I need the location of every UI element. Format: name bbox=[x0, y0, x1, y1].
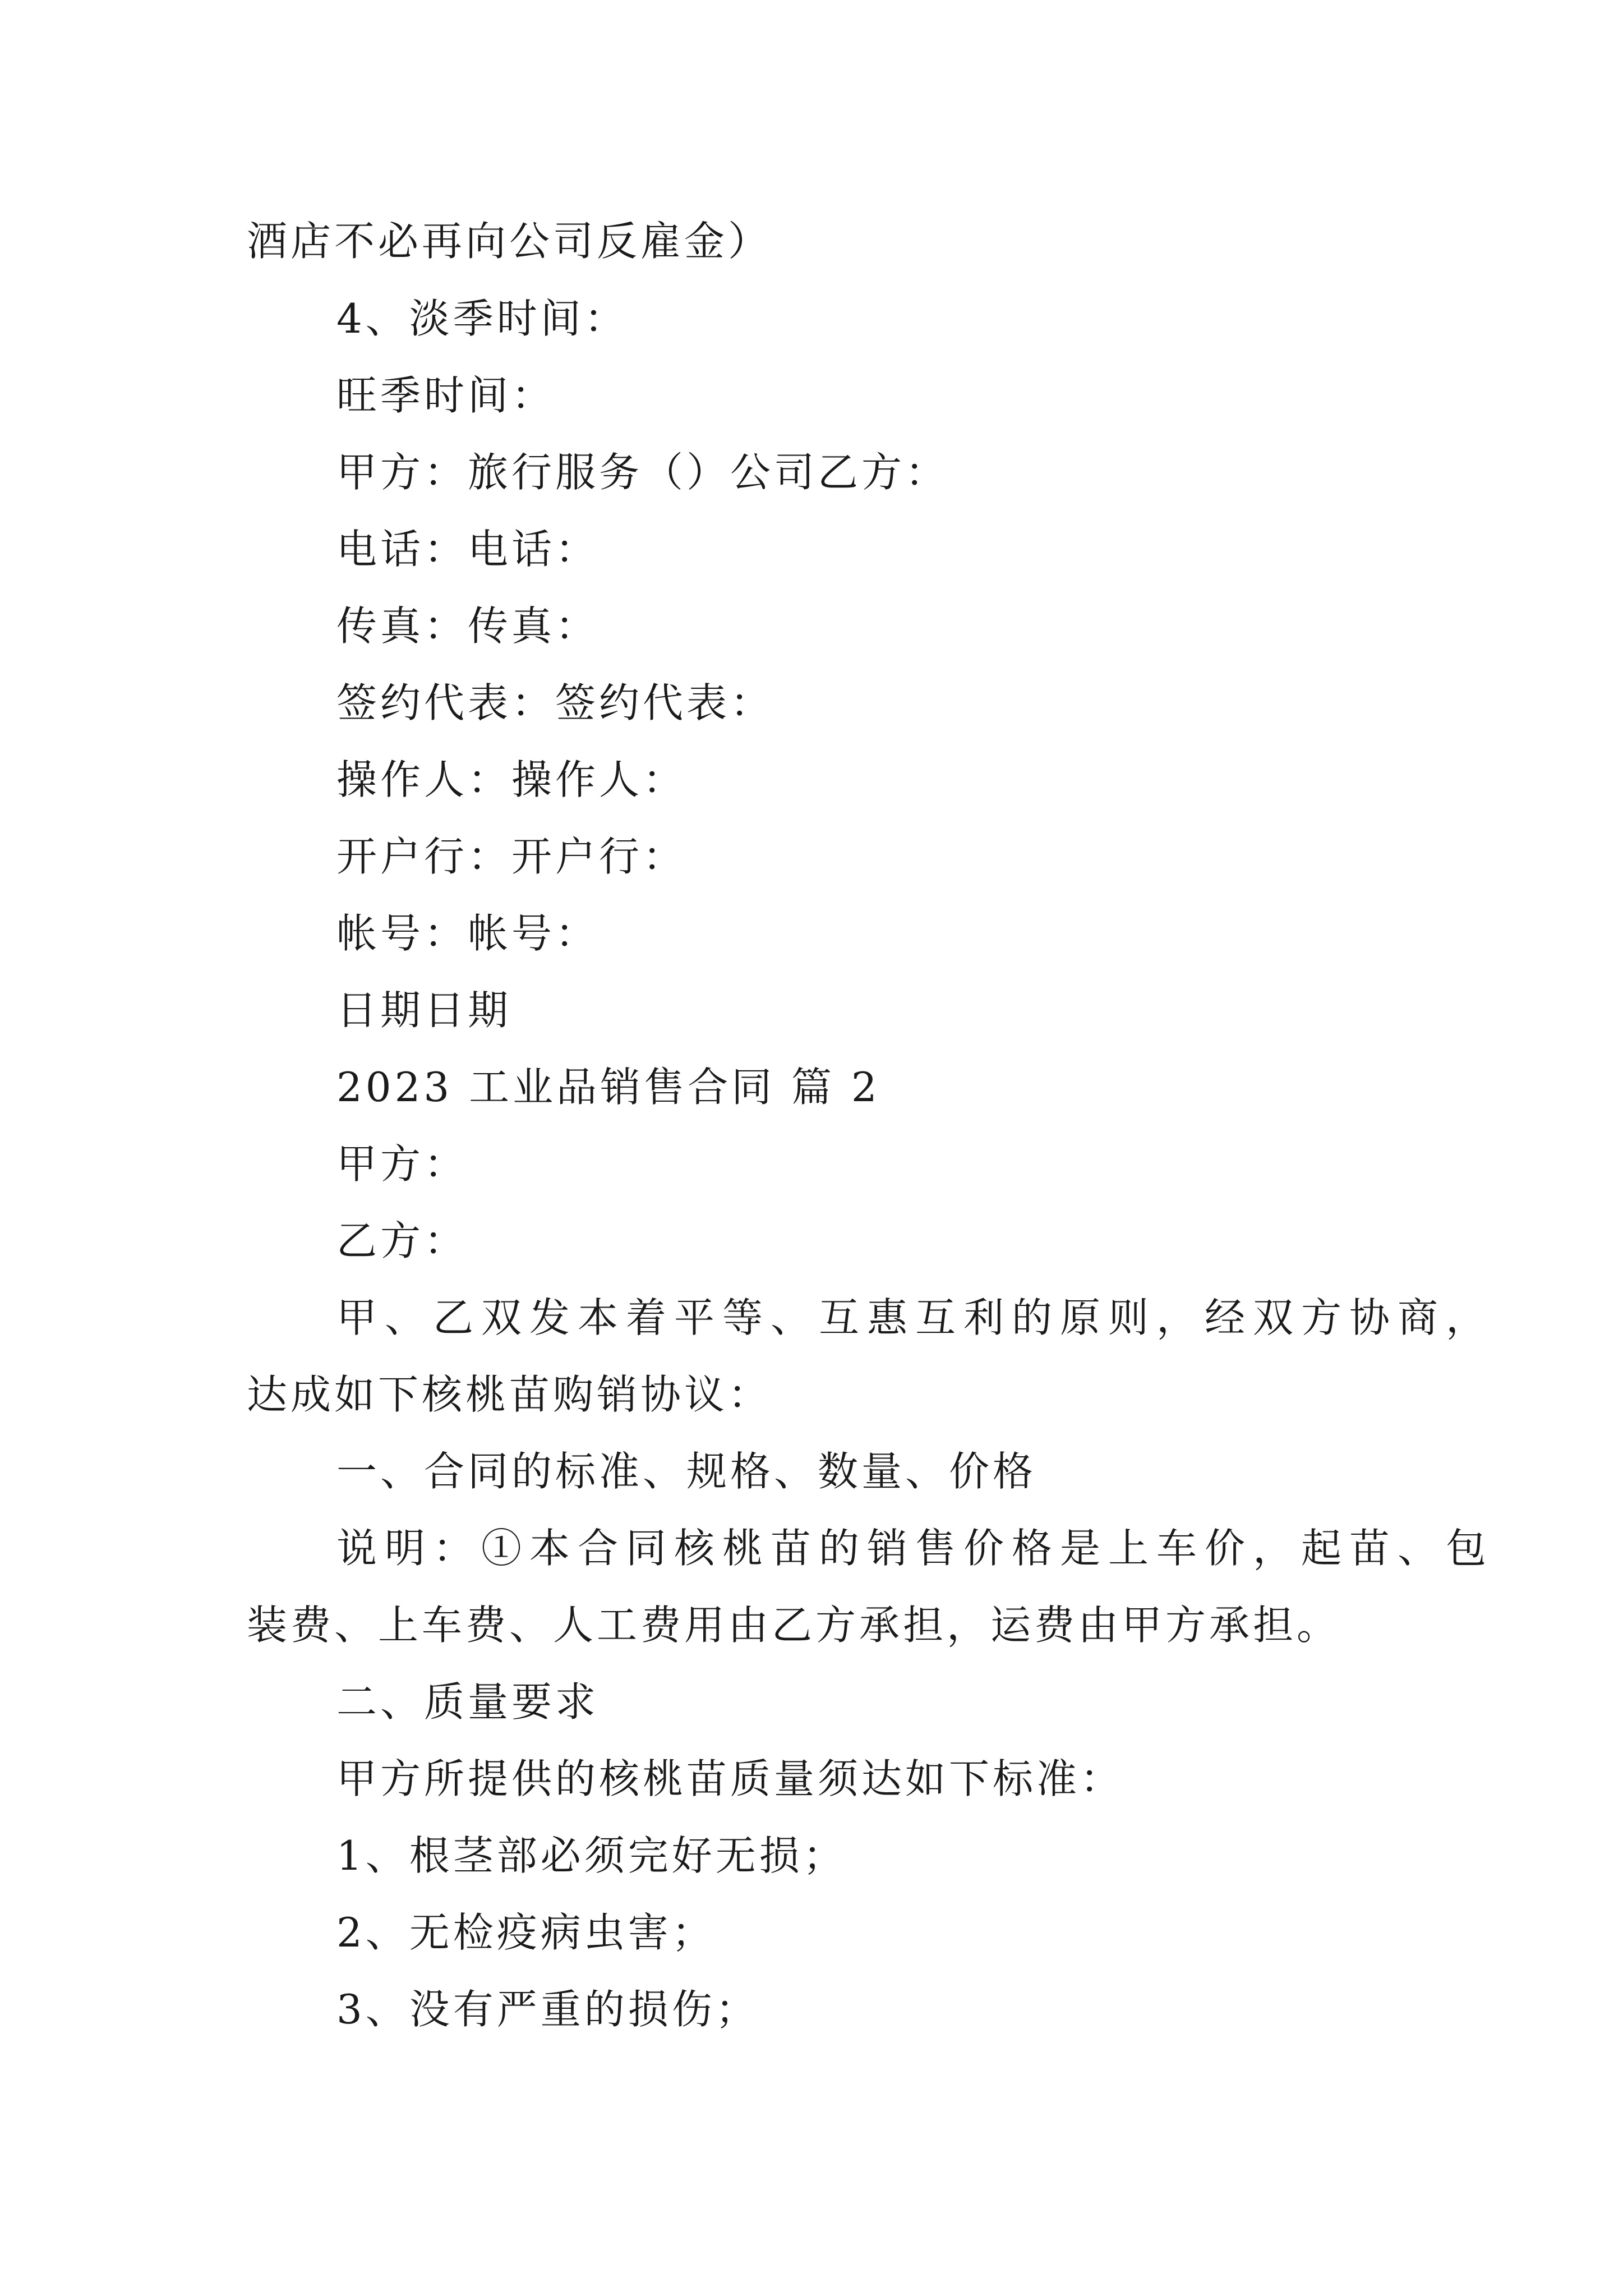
text-line: 甲方所提供的核桃苗质量须达如下标准： bbox=[336, 1755, 1124, 1802]
text-line: 二、质量要求 bbox=[336, 1678, 600, 1726]
text-line: 3、没有严重的损伤； bbox=[336, 1986, 759, 2033]
text-line: 开户行：开户行： bbox=[336, 833, 687, 880]
text-line: 乙方： bbox=[336, 1217, 468, 1264]
text-line: 说明：①本合同核桃苗的销售价格是上车价，起苗、包 bbox=[336, 1525, 1495, 1572]
text-line: 酒店不必再向公司反雇金） bbox=[247, 218, 772, 265]
text-line: 装费、上车费、人工费用由乙方承担，运费由甲方承担。 bbox=[247, 1602, 1341, 1649]
text-line: 电话：电话： bbox=[336, 526, 600, 573]
text-line: 甲、乙双发本着平等、互惠互利的原则，经双方协商， bbox=[336, 1294, 1495, 1341]
text-line: 甲方： bbox=[336, 1140, 468, 1188]
text-line: 甲方：旅行服务（）公司乙方： bbox=[336, 449, 949, 496]
text-line: 2、无检疫病虫害； bbox=[336, 1909, 716, 1956]
text-line: 一、合同的标准、规格、数量、价格 bbox=[336, 1448, 1037, 1495]
text-line: 操作人：操作人： bbox=[336, 756, 687, 803]
text-line: 达成如下核桃苗购销协议： bbox=[247, 1371, 772, 1418]
text-line: 帐号：帐号： bbox=[336, 910, 600, 957]
text-line: 传真：传真： bbox=[336, 602, 600, 650]
text-line: 1、根茎部必须完好无损； bbox=[336, 1832, 847, 1879]
text-line: 4、淡季时间： bbox=[336, 295, 628, 342]
section-heading: 2023 工业品销售合同 篇 2 bbox=[336, 1064, 880, 1111]
text-line: 旺季时间： bbox=[336, 372, 556, 419]
text-line: 签约代表：签约代表： bbox=[336, 679, 774, 726]
text-line: 日期日期 bbox=[336, 987, 512, 1034]
